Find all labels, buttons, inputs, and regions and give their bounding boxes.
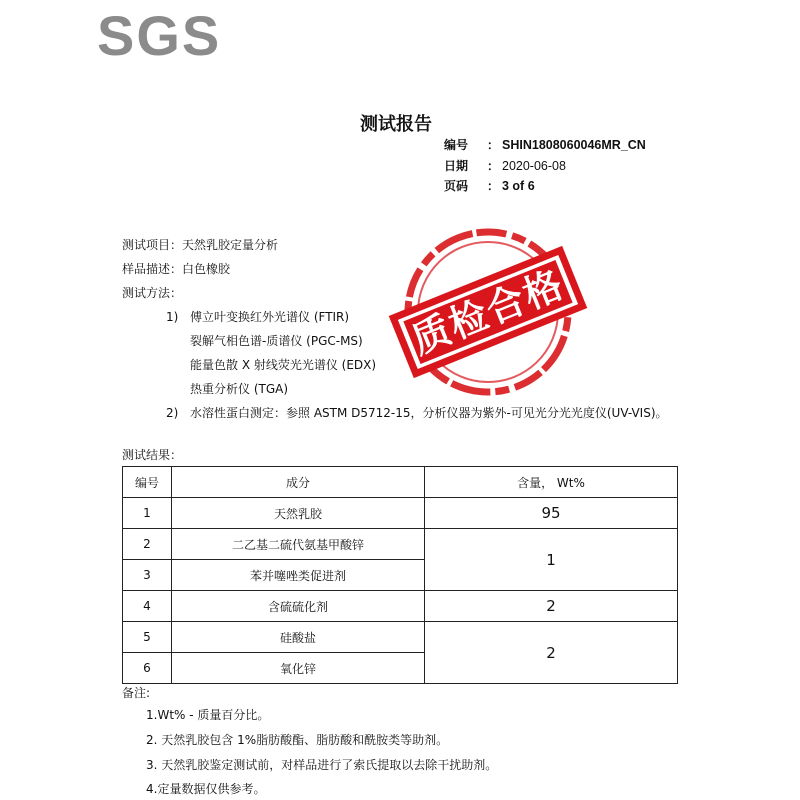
table-row [123,529,678,560]
meta-date [444,157,566,174]
row-number: 1 [123,498,172,529]
row-component: 硅酸盐 [172,622,425,653]
note-item: 4.定量数据仅供参考。 [146,782,266,796]
row-component: 苯并噻唑类促进剂 [172,560,425,591]
row-component: 氧化锌 [172,653,425,684]
header-number: 编号 [123,467,172,498]
method-text: 傅立叶变换红外光谱仪 (FTIR) [190,310,350,324]
row-value: 95 [425,498,678,529]
sgs-logo: SGS [97,4,222,67]
meta-label: 页码 [444,179,469,193]
method-text: 水溶性蛋白测定：参照 ASTM D5712-15，分析仪器为紫外-可见光分光光度仪(UV-VIS)。 [190,406,668,420]
method-line [166,332,363,349]
meta-label: 日期 [444,159,469,173]
row-component: 天然乳胶 [172,498,425,529]
meta-separator: ： [486,138,499,152]
sample-description: 样品描述：白色橡胶 [122,262,231,276]
row-value: 1 [425,529,678,591]
method-line [166,404,668,421]
header-content: 含量， Wt% [425,467,678,498]
method-text: 裂解气相色谱-质谱仪 (PGC-MS) [190,334,363,348]
table-row [123,498,678,529]
results-table [122,466,678,684]
note-item: 1.Wt% - 质量百分比。 [146,708,270,722]
meta-page [444,177,535,194]
row-value: 2 [425,591,678,622]
meta-label: 编号 [444,138,469,152]
meta-separator: ： [486,159,499,173]
method-number: 1) [166,310,179,324]
quality-passed-stamp [388,220,588,405]
row-number: 6 [123,653,172,684]
row-value: 2 [425,622,678,684]
test-method-label: 测试方法： [122,286,183,300]
row-number: 2 [123,529,172,560]
table-row [123,591,678,622]
note-item: 3. 天然乳胶鉴定测试前，对样品进行了索氏提取以去除干扰助剂。 [146,758,498,772]
row-number: 3 [123,560,172,591]
table-row [123,622,678,653]
row-component: 含硫硫化剂 [172,591,425,622]
test-item: 测试项目：天然乳胶定量分析 [122,238,279,252]
table-header-row [123,467,678,498]
report-title: 测试报告 [360,114,432,135]
method-number: 2) [166,406,179,420]
method-text: 能量色散 X 射线荧光光谱仪 (EDX) [190,358,377,372]
meta-separator: ： [486,179,499,193]
row-component: 二乙基二硫代氨基甲酸锌 [172,529,425,560]
row-number: 4 [123,591,172,622]
meta-report-number [444,136,646,153]
meta-value: 2020-06-08 [502,159,566,173]
results-label: 测试结果： [122,448,183,462]
note-item: 2. 天然乳胶包含 1%脂肪酸酯、脂肪酸和酰胺类等助剂。 [146,733,449,747]
method-line [166,380,288,397]
header-component: 成分 [172,467,425,498]
method-line [166,356,376,373]
stamp-text: 质检合格 [405,261,571,363]
row-number: 5 [123,622,172,653]
notes-label: 备注: [122,686,151,700]
method-text: 热重分析仪 (TGA) [190,382,289,396]
meta-value: 3 of 6 [502,179,535,193]
meta-value: SHIN1808060046MR_CN [502,138,646,152]
method-line [166,308,349,325]
